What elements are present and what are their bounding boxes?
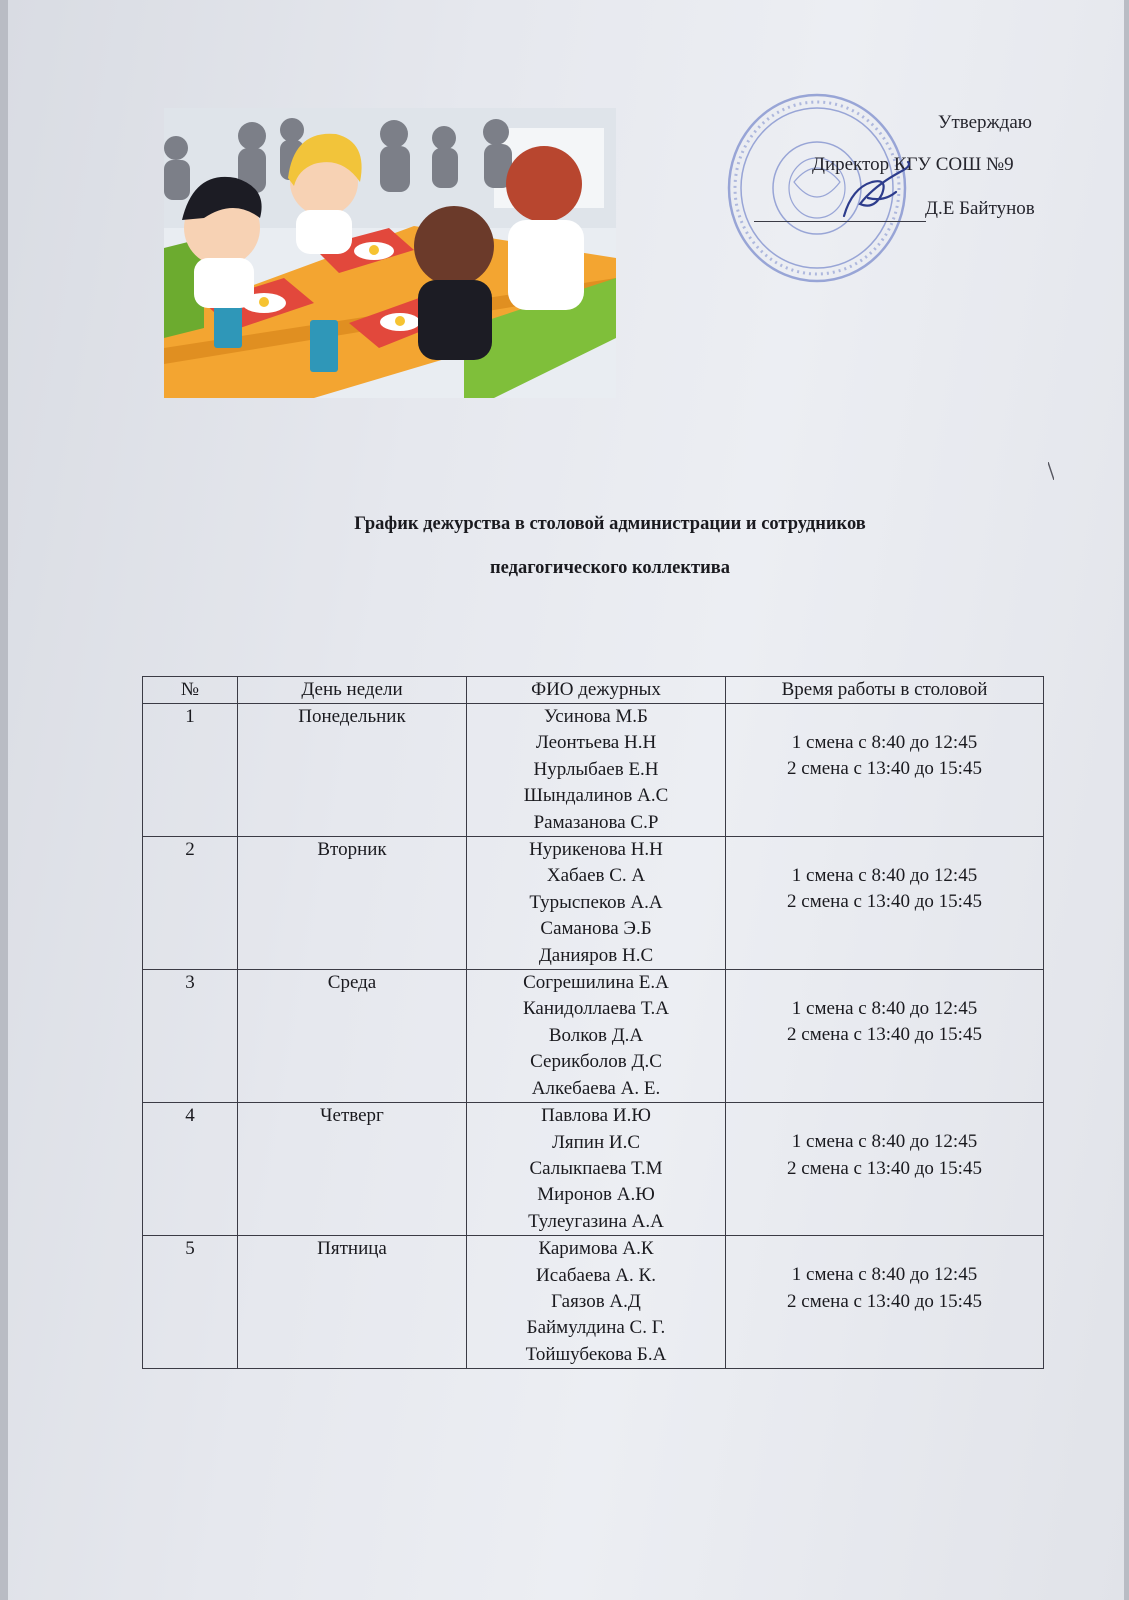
row-work-time: [726, 704, 1044, 837]
row-weekday: Среда: [238, 970, 467, 1103]
duty-person: Гаязов А.Д: [551, 1290, 641, 1312]
row-number: 3: [143, 970, 238, 1103]
shift-time: 2 смена с 13:40 до 15:45: [787, 891, 982, 913]
duty-person: Нурикенова Н.Н: [529, 839, 663, 861]
header-number: №: [143, 677, 238, 704]
row-duty-names: [467, 837, 726, 970]
row-work-time: [726, 837, 1044, 970]
duty-person: Тулеугазина А.А: [528, 1210, 664, 1232]
approval-position: Директор КГУ СОШ №9: [812, 154, 1014, 175]
document-title: [200, 502, 1020, 590]
row-number: 2: [143, 837, 238, 970]
row-number: 4: [143, 1103, 238, 1236]
duty-person: Саманова Э.Б: [540, 918, 652, 940]
duty-person: Шындалинов А.С: [523, 785, 669, 807]
duty-person: Рамазанова С.Р: [533, 811, 659, 833]
shift-time: 2 смена с 13:40 до 15:45: [787, 1024, 982, 1046]
shift-time: 1 смена с 8:40 до 12:45: [791, 865, 978, 887]
table-header-row: [143, 677, 1044, 704]
duty-person: Исабаева А. К.: [536, 1264, 656, 1286]
duty-person: Каримова А.К: [538, 1238, 654, 1260]
header-time: Время работы в столовой: [726, 677, 1044, 704]
pencil-mark: [1048, 462, 1054, 480]
row-number: 5: [143, 1236, 238, 1369]
shift-time: 1 смена с 8:40 до 12:45: [791, 732, 978, 753]
duty-person: Волков Д.А: [548, 1024, 644, 1046]
duty-person: Баймулдина С. Г.: [526, 1317, 666, 1339]
duty-person: Тойшубекова Б.А: [525, 1343, 667, 1365]
row-number: 1: [143, 704, 238, 837]
row-weekday: Пятница: [238, 1236, 467, 1369]
duty-person: Нурлыбаев Е.Н: [533, 758, 659, 780]
header-weekday: День недели: [238, 677, 467, 704]
duty-person: Миронов А.Ю: [537, 1184, 655, 1206]
row-work-time: [726, 970, 1044, 1103]
duty-person: Леонтьева Н.Н: [535, 732, 657, 754]
approval-director-name: Д.Е Байтунов: [925, 198, 1035, 219]
approval-heading: Утверждаю: [938, 112, 1032, 133]
row-weekday: Четверг: [238, 1103, 467, 1236]
shift-time: 2 смена с 13:40 до 15:45: [787, 1157, 982, 1179]
director-signature: [838, 158, 918, 220]
duty-person: Серикболов Д.С: [530, 1051, 662, 1073]
duty-person: Салыкпаева Т.М: [529, 1157, 663, 1179]
shift-time: 1 смена с 8:40 до 12:45: [791, 1131, 978, 1153]
duty-person: Хабаев С. А: [546, 865, 646, 887]
duty-person: Павлова И.Ю: [541, 1105, 651, 1127]
header-names: ФИО дежурных: [467, 677, 726, 704]
table-row: [143, 1103, 1044, 1236]
duty-person: Ляпин И.С: [551, 1131, 641, 1153]
signature-line: [754, 221, 926, 222]
duty-person: Данияров Н.С: [538, 944, 654, 966]
row-work-time: [726, 1236, 1044, 1369]
row-weekday: Понедельник: [238, 704, 467, 837]
row-duty-names: [467, 1103, 726, 1236]
title-line-1: График дежурства в столовой администрации и сотрудников: [354, 514, 866, 534]
row-duty-names: [467, 704, 726, 837]
duty-schedule-table: [142, 676, 1044, 1369]
row-weekday: Вторник: [238, 837, 467, 970]
duty-person: Алкебаева А. Е.: [531, 1077, 661, 1099]
row-duty-names: [467, 970, 726, 1103]
row-work-time: [726, 1103, 1044, 1236]
duty-person: Турыспеков А.А: [529, 891, 663, 913]
shift-time: 1 смена с 8:40 до 12:45: [791, 998, 978, 1020]
shift-time: 1 смена с 8:40 до 12:45: [791, 1264, 978, 1286]
duty-person: Усинова М.Б: [544, 706, 648, 727]
table-row: [143, 837, 1044, 970]
shift-time: 2 смена с 13:40 до 15:45: [787, 1290, 982, 1312]
duty-person: Согрешилина Е.А: [523, 972, 669, 994]
table-row: [143, 704, 1044, 837]
duty-person: Канидоллаева Т.А: [522, 998, 670, 1020]
table-row: [143, 970, 1044, 1103]
cafeteria-illustration: [164, 108, 616, 398]
title-line-2: педагогического коллектива: [489, 558, 731, 578]
shift-time: 2 смена с 13:40 до 15:45: [787, 758, 982, 780]
row-duty-names: [467, 1236, 726, 1369]
table-row: [143, 1236, 1044, 1369]
